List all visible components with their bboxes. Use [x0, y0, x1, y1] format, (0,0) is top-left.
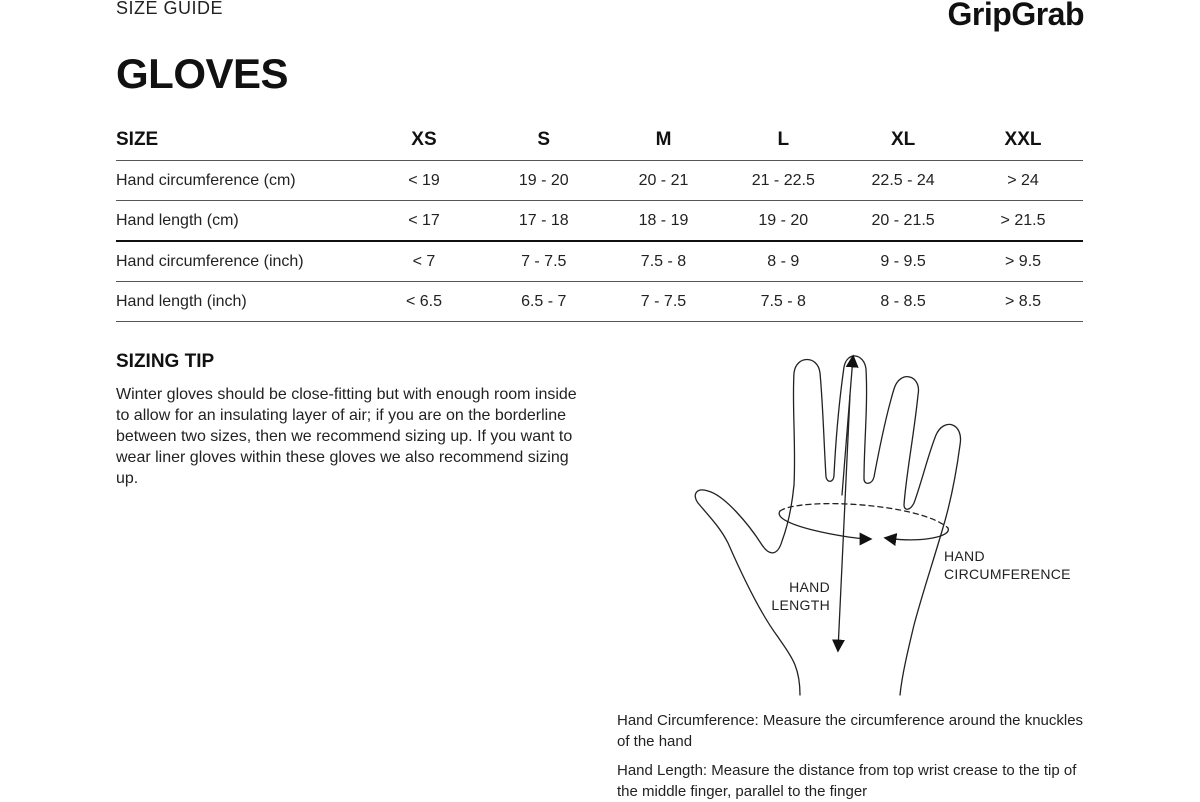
hand-circ-label-line2: CIRCUMFERENCE [944, 566, 1071, 582]
table-cell: < 7 [364, 241, 484, 282]
size-table [116, 120, 1083, 322]
table-cell: 19 - 20 [723, 201, 843, 242]
table-cell: 7 - 7.5 [484, 241, 604, 282]
table-cell: > 24 [963, 161, 1083, 201]
circumference-front-right [886, 528, 948, 540]
column-header-xs: XS [364, 120, 484, 161]
length-instruction: Hand Length: Measure the distance from top wrist crease to the tip of the middle finger, parallel to the finger [617, 762, 1077, 800]
column-header-l: L [723, 120, 843, 161]
column-header-xxl: XXL [963, 120, 1083, 161]
table-cell: 7.5 - 8 [723, 282, 843, 322]
table-cell: 20 - 21.5 [843, 201, 963, 242]
table-cell: 7.5 - 8 [604, 241, 724, 282]
column-header-m: M [604, 120, 724, 161]
table-cell: 8 - 8.5 [843, 282, 963, 322]
column-header-s: S [484, 120, 604, 161]
table-cell: < 17 [364, 201, 484, 242]
sizing-tip-title: SIZING TIP [116, 351, 215, 372]
hand-length-label-line2: LENGTH [771, 597, 830, 613]
row-label: Hand circumference (cm) [116, 161, 364, 201]
row-label: Hand circumference (inch) [116, 241, 364, 282]
column-header-size: SIZE [116, 120, 364, 161]
table-cell: 20 - 21 [604, 161, 724, 201]
table-header-row [116, 120, 1083, 161]
hand-measurement-illustration [690, 345, 1080, 700]
row-label: Hand length (inch) [116, 282, 364, 322]
table-row [116, 241, 1083, 282]
table-cell: > 21.5 [963, 201, 1083, 242]
table-cell: > 9.5 [963, 241, 1083, 282]
table-row [116, 161, 1083, 201]
circumference-instruction: Hand Circumference: Measure the circumference around the knuckles of the hand [617, 712, 1084, 750]
table-cell: 22.5 - 24 [843, 161, 963, 201]
table-row [116, 201, 1083, 242]
length-arrow-down [838, 395, 850, 650]
sizing-tip-text: Winter gloves should be close-fitting but with enough room inside to allow for an insulating layer of air; if you are on the borderline between two sizes, then we recommend sizing up. If you want to wear liner gloves within these gloves we also recommend sizing up. [116, 386, 577, 487]
hand-length-label-line1: HAND [789, 579, 830, 595]
hand-length-label [770, 578, 830, 614]
table-cell: 6.5 - 7 [484, 282, 604, 322]
circumference-front [779, 511, 870, 539]
table-cell: 19 - 20 [484, 161, 604, 201]
table-cell: < 6.5 [364, 282, 484, 322]
hand-outline-icon [695, 356, 960, 695]
hand-circ-label-line1: HAND [944, 548, 985, 564]
table-cell: 17 - 18 [484, 201, 604, 242]
circumference-back-dashed [780, 504, 948, 528]
gripgrab-logo: GripGrab [947, 0, 1084, 32]
page-title: GLOVES [116, 50, 289, 97]
table-cell: 21 - 22.5 [723, 161, 843, 201]
table-cell: 7 - 7.5 [604, 282, 724, 322]
row-label: Hand length (cm) [116, 201, 364, 242]
length-arrow-up [842, 357, 853, 495]
table-cell: > 8.5 [963, 282, 1083, 322]
size-guide-label: SIZE GUIDE [116, 0, 224, 18]
table-row [116, 282, 1083, 322]
hand-circumference-label [944, 547, 1084, 583]
column-header-xl: XL [843, 120, 963, 161]
table-cell: 9 - 9.5 [843, 241, 963, 282]
table-cell: < 19 [364, 161, 484, 201]
table-cell: 18 - 19 [604, 201, 724, 242]
table-cell: 8 - 9 [723, 241, 843, 282]
